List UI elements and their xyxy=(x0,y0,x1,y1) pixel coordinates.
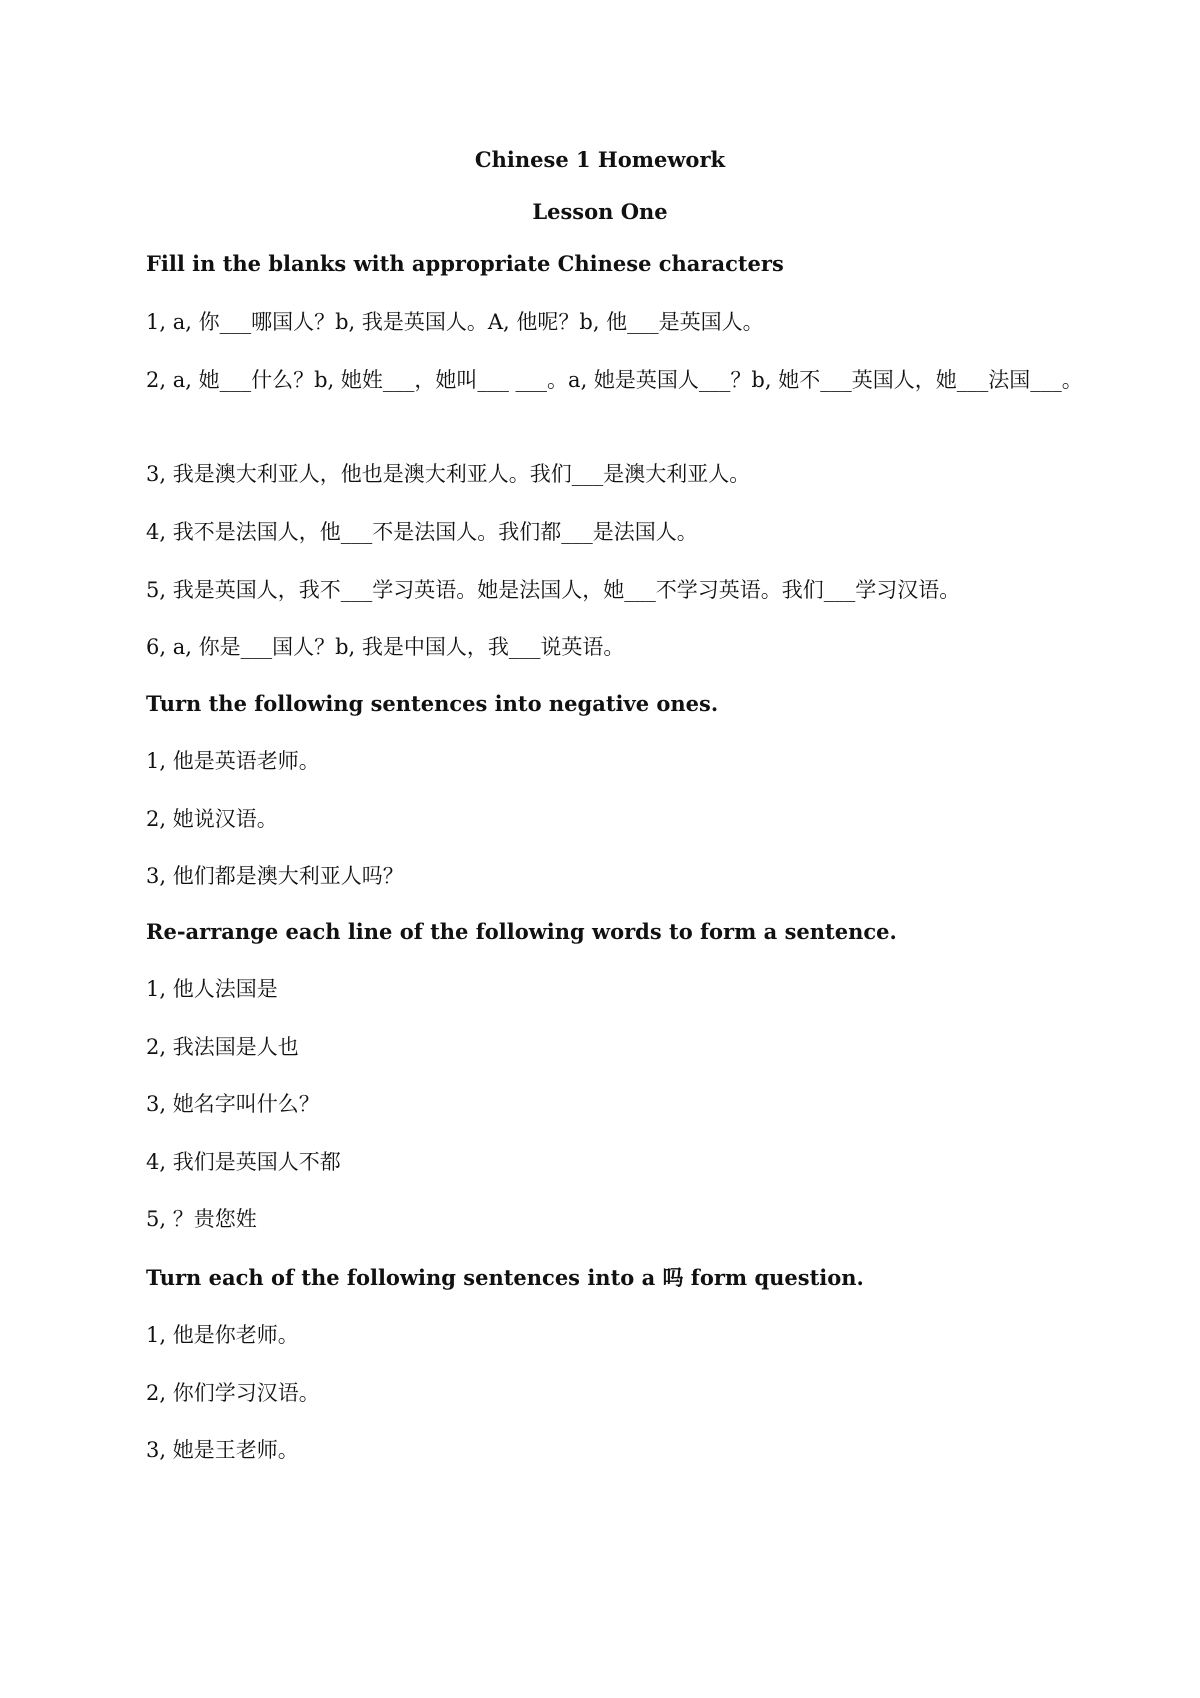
fill-item-5: 5, 我是英国人，我不___学习英语。她是法国人，她___不学习英语。我们___学习汉语。 xyxy=(146,578,961,602)
rearrange-item-5: 5, ？贵您姓 xyxy=(146,1207,257,1231)
fill-item-2: 2, a, 她___什么？b, 她姓___，她叫___ ___。a, 她是英国人___？b, 她不___英国人，她___法国___。 xyxy=(146,368,1083,392)
fill-item-6: 6, a, 你是___国人？b, 我是中国人，我___说英语。 xyxy=(146,635,625,659)
fill-item-3: 3, 我是澳大利亚人，他也是澳大利亚人。我们___是澳大利亚人。 xyxy=(146,462,751,486)
negative-item-2: 2, 她说汉语。 xyxy=(146,807,278,831)
rearrange-heading: Re-arrange each line of the following words to form a sentence. xyxy=(146,919,897,944)
rearrange-item-3: 3, 她名字叫什么？ xyxy=(146,1092,320,1116)
negative-heading: Turn the following sentences into negative ones. xyxy=(146,691,719,716)
rearrange-item-1: 1, 他人法国是 xyxy=(146,977,278,1001)
rearrange-item-2: 2, 我法国是人也 xyxy=(146,1035,299,1059)
document-title: Chinese 1 Homework xyxy=(474,147,726,172)
negative-item-3: 3, 他们都是澳大利亚人吗？ xyxy=(146,864,404,888)
rearrange-item-4: 4, 我们是英国人不都 xyxy=(146,1150,341,1174)
fill-in-heading: Fill in the blanks with appropriate Chinese characters xyxy=(146,251,784,276)
question-item-1: 1, 他是你老师。 xyxy=(146,1323,299,1347)
fill-item-1: 1, a, 你___哪国人？b, 我是英国人。A, 他呢？b, 他___是英国人。 xyxy=(146,310,764,334)
question-item-3: 3, 她是王老师。 xyxy=(146,1438,299,1462)
fill-item-4: 4, 我不是法国人，他___不是法国人。我们都___是法国人。 xyxy=(146,520,698,544)
question-item-2: 2, 你们学习汉语。 xyxy=(146,1381,320,1405)
lesson-title: Lesson One xyxy=(532,199,668,224)
negative-item-1: 1, 他是英语老师。 xyxy=(146,749,320,773)
question-heading: Turn each of the following sentences into a 吗 form question. xyxy=(146,1265,864,1290)
